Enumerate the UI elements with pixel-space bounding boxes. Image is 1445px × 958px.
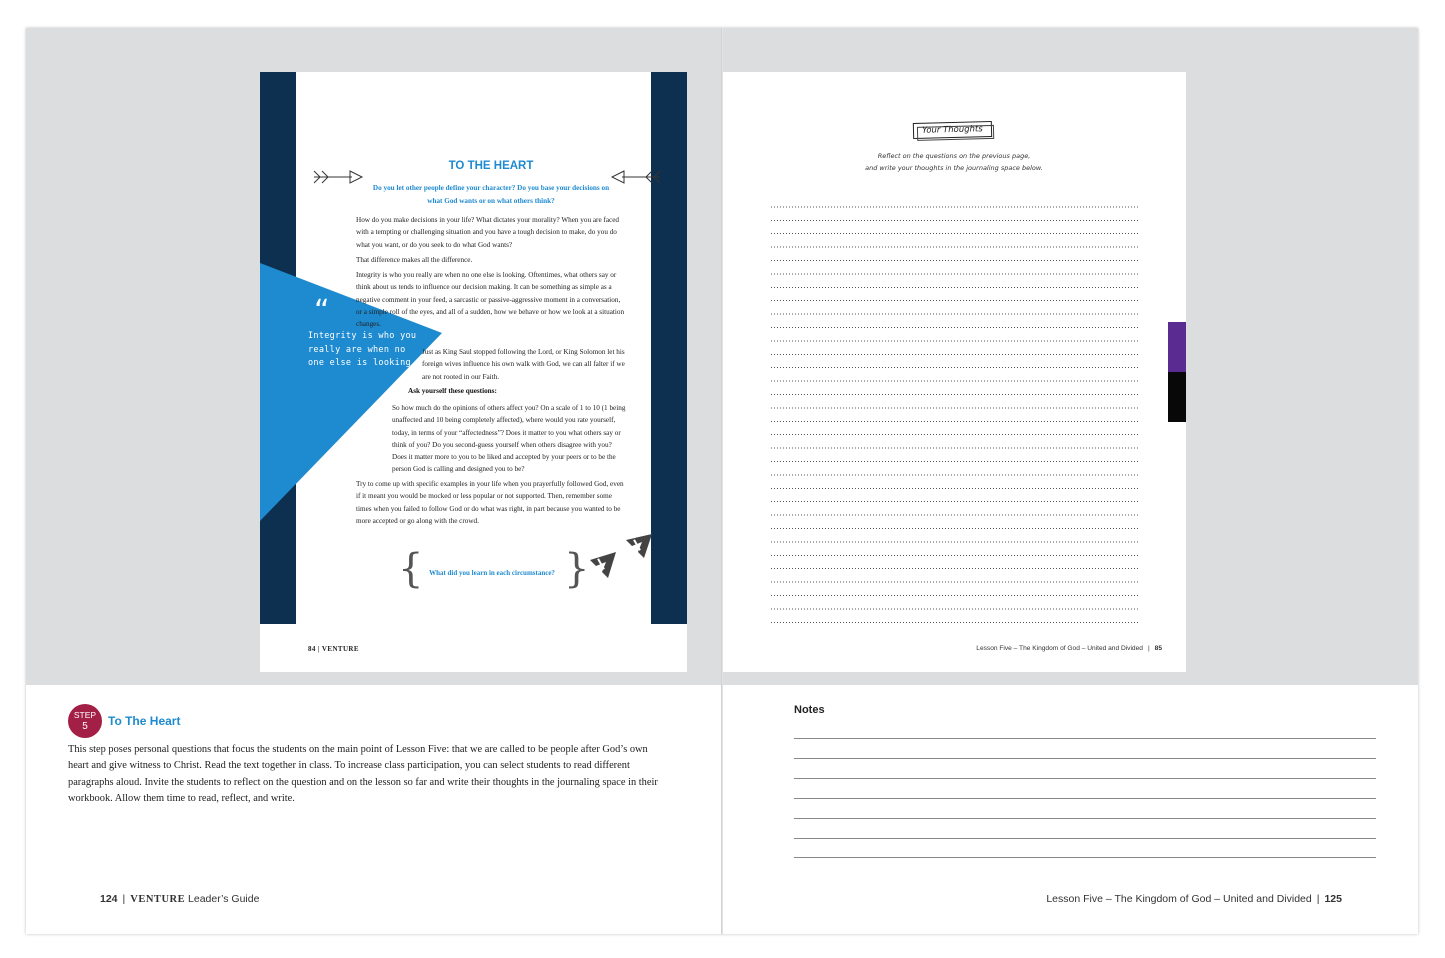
workbook-page-right xyxy=(723,72,1186,672)
notes-heading: Notes xyxy=(794,704,825,716)
page-footer-right: Lesson Five – The Kingdom of God – United and Divided | 125 xyxy=(1046,893,1342,905)
purple-section-tab xyxy=(1168,322,1186,372)
notes-line xyxy=(794,838,1376,839)
brace-right-icon: } xyxy=(564,546,590,592)
book-spread xyxy=(26,28,1418,934)
notes-line xyxy=(794,758,1376,759)
step-badge: STEP 5 xyxy=(68,704,102,738)
workbook-page-number-right: Lesson Five – The Kingdom of God – United and Divided | 85 xyxy=(976,645,1162,652)
learn-question: What did you learn in each circumstance? xyxy=(429,569,555,577)
workbook-page-left xyxy=(260,72,687,672)
notes-line xyxy=(794,798,1376,799)
journaling-lines xyxy=(771,194,1139,626)
workbook-paragraph: That difference makes all the difference. xyxy=(356,256,473,264)
chevron-decoration-icon xyxy=(586,534,664,590)
step-description: This step poses personal questions that focus the students on the main point of Lesson Five: that we are called to be people after God’s own heart and give witness to Christ. Read the text together in class. To increase class participation, you can select students to read different paragraphs aloud. Invite the students to reflect on the question and on the lesson so far and write their thoughts in the journaling space in their workbook. Allow them time to read, reflect, and write. xyxy=(68,744,658,805)
workbook-page-number-left: 84 | VENTURE xyxy=(308,645,359,653)
notes-line xyxy=(794,818,1376,819)
notes-line xyxy=(794,857,1376,858)
workbook-paragraph: Integrity is who you really are when no one else is looking. Oftentimes, what others say or think about us tends to influence our decision making. It can be something as simple as a negative comment in your feed, a sarcastic or passive-aggressive moment in a conversation, or a simple roll of the eyes, and all of a sudden, how we behave or how we look at a situation changes. xyxy=(356,271,625,329)
page-footer-left: 124 | VENTURE Leader’s Guide xyxy=(100,893,260,905)
notes-line xyxy=(794,778,1376,779)
workbook-paragraph: Just as King Saul stopped following the Lord, or King Solomon let his foreign wives influence his own walk with God, we can all falter if we are not rooted in our Faith. xyxy=(422,348,625,381)
your-thoughts-label: Your Thoughts xyxy=(913,121,992,139)
arrow-decoration-icon xyxy=(312,168,364,188)
workbook-paragraph: Try to come up with specific examples in your life when you prayerfully followed God, even if it meant you would be mocked or less popular or not supported. Then, remember some times when you failed to follow God or do what was right, in part because you wanted to be more accepted or go along with the crowd. xyxy=(356,480,624,525)
workbook-paragraph: How do you make decisions in your life? What dictates your morality? When you are faced with a tempting or challenging situation and you have a tough decision to make, do you do what you want, or do you seek to do what God wants? xyxy=(356,216,619,249)
pull-quote: Integrity is who you really are when no one else is looking. xyxy=(308,331,417,369)
quote-icon: “ xyxy=(314,294,330,329)
journaling-instructions: Reflect on the questions on the previous page, and write your thoughts in the journaling space below. xyxy=(865,152,1043,172)
step-title: To The Heart xyxy=(108,714,181,728)
workbook-section-title: TO THE HEART xyxy=(448,160,534,172)
questions-heading: Ask yourself these questions: xyxy=(408,387,497,395)
notes-line xyxy=(794,738,1376,739)
workbook-paragraph: So how much do the opinions of others affect you? On a scale of 1 to 10 (1 being unaffected and 10 being completely affected), where would you rate yourself, today, in terms of your “affectedness”? Does it matter to you what others say or think of you? Do you second-guess yourself when others disagree with you? Does it matter more to you to be liked and accepted by your peers or to be the person God is calling and designed you to be? xyxy=(392,404,626,474)
workbook-subtitle: Do you let other people define your character? Do you base your decisions on what God wants or on what others think? xyxy=(372,184,610,205)
black-section-tab xyxy=(1168,372,1186,422)
brace-left-icon: { xyxy=(398,546,424,592)
